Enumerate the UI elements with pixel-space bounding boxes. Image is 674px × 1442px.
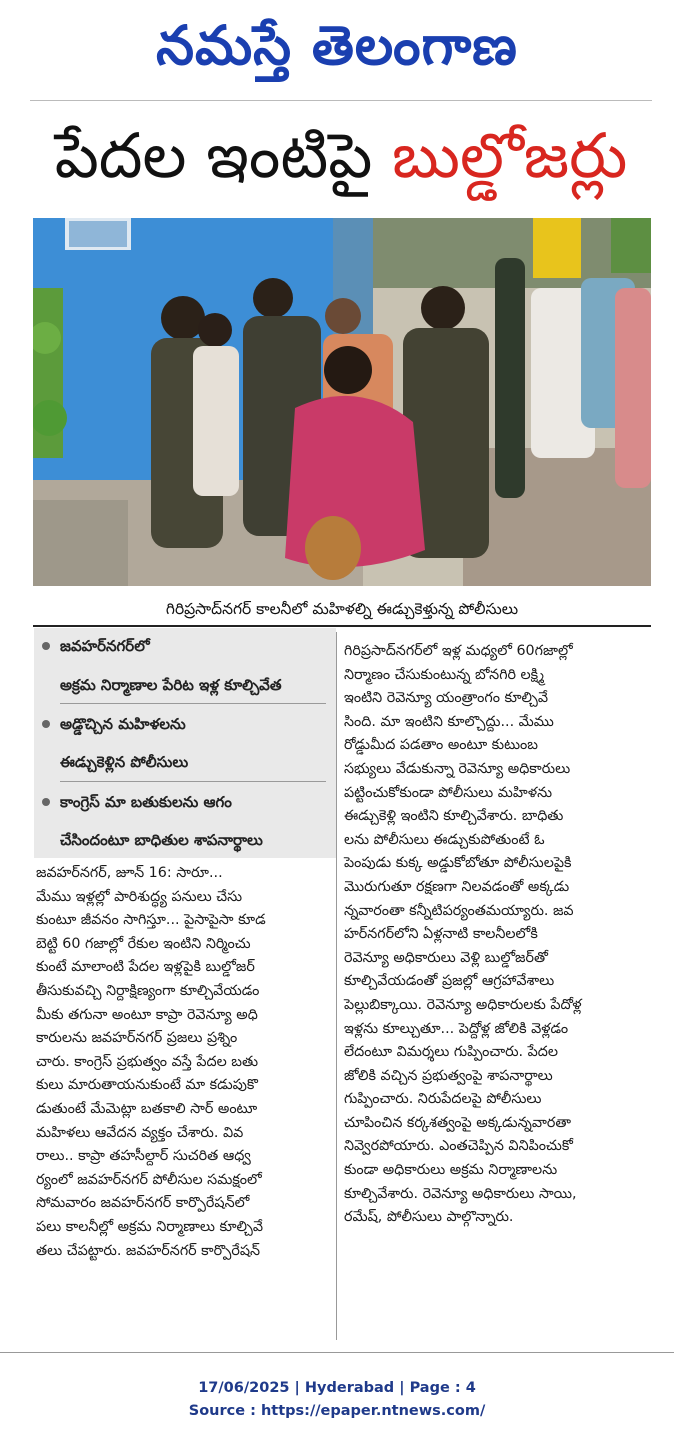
article-line: రోడ్డుమీద పడతాం అంటూ కుటుంబ bbox=[344, 737, 539, 754]
article-line: ఇంటిని రెవెన్యూ యంత్రాంగం కూల్చివే bbox=[344, 690, 548, 707]
news-photo bbox=[33, 218, 651, 586]
article-line: పెల్లుబిక్కాయి. రెవెన్యూ అధికారులకు పేదోళ్ల bbox=[344, 996, 582, 1013]
bullet-dot-icon bbox=[42, 720, 50, 728]
article-line: మహిళలు ఆవేదన వ్యక్తం చేశారు. వివ bbox=[36, 1124, 244, 1141]
article-line: చూపించిన కర్కశత్వంపై అక్కడున్నవారతా bbox=[344, 1114, 571, 1131]
headline bbox=[30, 108, 652, 203]
footer-rule bbox=[0, 1352, 674, 1353]
article-line: జవహర్‌నగర్, జూన్ 16: సారూ... bbox=[36, 865, 223, 881]
article-line: లేదంటూ విమర్శలు గుప్పించారు. పేదల bbox=[344, 1044, 559, 1061]
article-line: పలు కాలనీల్లో అక్రమ నిర్మాణాలు కూల్చివే bbox=[36, 1218, 263, 1235]
article-line: సభ్యులు వేడుకున్నా రెవెన్యూ అధికారులు bbox=[344, 760, 571, 777]
article-line: గుప్పించారు. నిరుపేదలపై పోలీసులు bbox=[344, 1091, 542, 1108]
bullet-dot-icon bbox=[42, 642, 50, 650]
article-line: మేము ఇళ్లల్లో పారిశుద్ధ్య పనులు చేసు bbox=[36, 888, 243, 905]
bullet-dot-icon bbox=[42, 798, 50, 806]
masthead-title: నమస్తే తెలంగాణ bbox=[156, 13, 518, 77]
article-line: కారులను జవహర్‌నగర్ ప్రజలు ప్రశ్నిం bbox=[36, 1030, 238, 1047]
article-line: రెవెన్యూ అధికారులు వెళ్లి బుల్డోజర్‌తో bbox=[344, 949, 548, 966]
article-line: పెంపుడు కుక్క అడ్డుకోబోతూ పోలీసులపైకి bbox=[344, 855, 572, 872]
article-line: బెట్టి 60 గజాల్లో రేకుల ఇంటిని నిర్మించు bbox=[36, 935, 251, 952]
article-line: జోలికి వచ్చిన ప్రభుత్వంపై శాపనార్థాలు bbox=[344, 1067, 553, 1084]
article-line: కుండా అధికారులు అక్రమ నిర్మాణాలను bbox=[344, 1162, 558, 1179]
highlights-box bbox=[34, 628, 336, 858]
headline-part-1: పేదల ఇంటిపై bbox=[54, 119, 393, 192]
article-line: ర్యంలో జవహర్‌నగర్ పోలీసుల సమక్షంలో bbox=[36, 1171, 262, 1188]
article-line: కూల్చివేశారు. రెవెన్యూ అధికారులు సాయి, bbox=[344, 1185, 577, 1202]
highlight-line: చేసిందంటూ బాధితుల శాపనార్థాలు bbox=[60, 831, 263, 849]
highlight-separator bbox=[60, 703, 326, 704]
article-line: కులు మారుతాయనుకుంటే మా కడుపుకొ bbox=[36, 1077, 258, 1094]
article-line: సింది. మా ఇంటిని కూల్చొద్దు... మేము bbox=[344, 713, 554, 730]
article-line: మీకు తగునా అంటూ కాప్రా రెవెన్యూ అధి bbox=[36, 1006, 258, 1023]
article-line: కుంటూ జీవనం సాగిస్తూ... పైసాపైసా కూడ bbox=[36, 912, 266, 929]
footer-dateline: 17/06/2025 | Hyderabad | Page : 4 bbox=[198, 1380, 476, 1396]
article-line: న్నవారంతా కన్నీటిపర్యంతమయ్యారు. జవ bbox=[344, 902, 574, 919]
highlight-separator bbox=[60, 781, 326, 782]
article-line: గిరిప్రసాద్‌నగర్‌లో ఇళ్ల మధ్యలో 60గజాల్లో bbox=[344, 643, 573, 659]
article-line: తీసుకువచ్చి నిర్దాక్షిణ్యంగా కూల్చివేయడం bbox=[36, 982, 260, 999]
highlight-line: అడ్డొచ్చిన మహిళలను bbox=[60, 715, 186, 733]
footer-source-link[interactable]: Source : https://epaper.ntnews.com/ bbox=[188, 1403, 486, 1419]
masthead-rule bbox=[30, 100, 652, 101]
article-line: తలు చేపట్టారు. జవహర్‌నగర్ కార్పొరేషన్ bbox=[36, 1242, 261, 1259]
article-column-2 bbox=[344, 640, 652, 1230]
article-line: డుతుంటే మేమెట్లా బతకాలి సార్ అంటూ bbox=[36, 1100, 258, 1117]
highlight-line: కాంగ్రెస్ మా బతుకులను ఆగం bbox=[60, 793, 232, 811]
article-line: పట్టించుకోకుండా పోలీసులు మహిళను bbox=[344, 784, 553, 801]
article-line: నిర్మాణం చేసుకుంటున్న బోనగిరి లక్ష్మి bbox=[344, 666, 545, 683]
highlight-line: ఈడ్చుకెళ్లిన పోలీసులు bbox=[60, 753, 189, 771]
article-line: చారు. కాంగ్రెస్ ప్రభుత్వం వస్తే పేదల బతు bbox=[36, 1053, 259, 1070]
article-line: కుంటే మాలాంటి పేదల ఇళ్లపైకి బుల్డోజర్ bbox=[36, 959, 255, 976]
article-line: రాలు.. కాప్రా తహసీల్దార్ సుచరిత ఆధ్వ bbox=[36, 1148, 251, 1165]
article-line: లను పోలీసులు ఈడ్చుకుపోతుంటే ఓ bbox=[344, 831, 545, 848]
article-line: సోమవారం జవహర్‌నగర్ కార్పొరేషన్‌లో bbox=[36, 1195, 250, 1212]
article-line: నివ్వెరపోయారు. ఎంతచెప్పిన వినిపించుకో bbox=[344, 1138, 573, 1155]
caption-rule bbox=[33, 625, 651, 627]
column-divider bbox=[336, 632, 337, 1340]
highlight-line: అక్రమ నిర్మాణాల పేరిట ఇళ్ల కూల్చివేత bbox=[60, 676, 282, 694]
photo-caption: గిరిప్రసాద్‌నగర్ కాలనీలో మహిళల్ని ఈడ్చుకెళ్తున్న పోలీసులు bbox=[165, 600, 519, 618]
article-column-1 bbox=[36, 862, 334, 1263]
highlight-line: జవహర్‌నగర్‌లో bbox=[60, 637, 150, 655]
headline-part-2: బుల్డోజర్లు bbox=[392, 119, 628, 192]
article-line: రమేష్, పోలీసులు పాల్గొన్నారు. bbox=[344, 1209, 514, 1226]
article-line: ఈడ్చుకెళ్లి ఇంటిని కూల్చివేశారు. బాధితు bbox=[344, 808, 564, 825]
article-line: హర్‌నగర్‌లోని ఏళ్లనాటి కాలనీలలోకి bbox=[344, 926, 538, 943]
article-line: కూల్చివేయడంతో ప్రజల్లో ఆగ్రహావేశాలు bbox=[344, 973, 555, 990]
article-line: ఇళ్లను కూల్చుతూ... పెద్దోళ్ల జోలికి వెళ్లడం bbox=[344, 1020, 569, 1037]
article-line: మొరుగుతూ రక్షణగా నిలవడంతో అక్కడు bbox=[344, 878, 570, 895]
